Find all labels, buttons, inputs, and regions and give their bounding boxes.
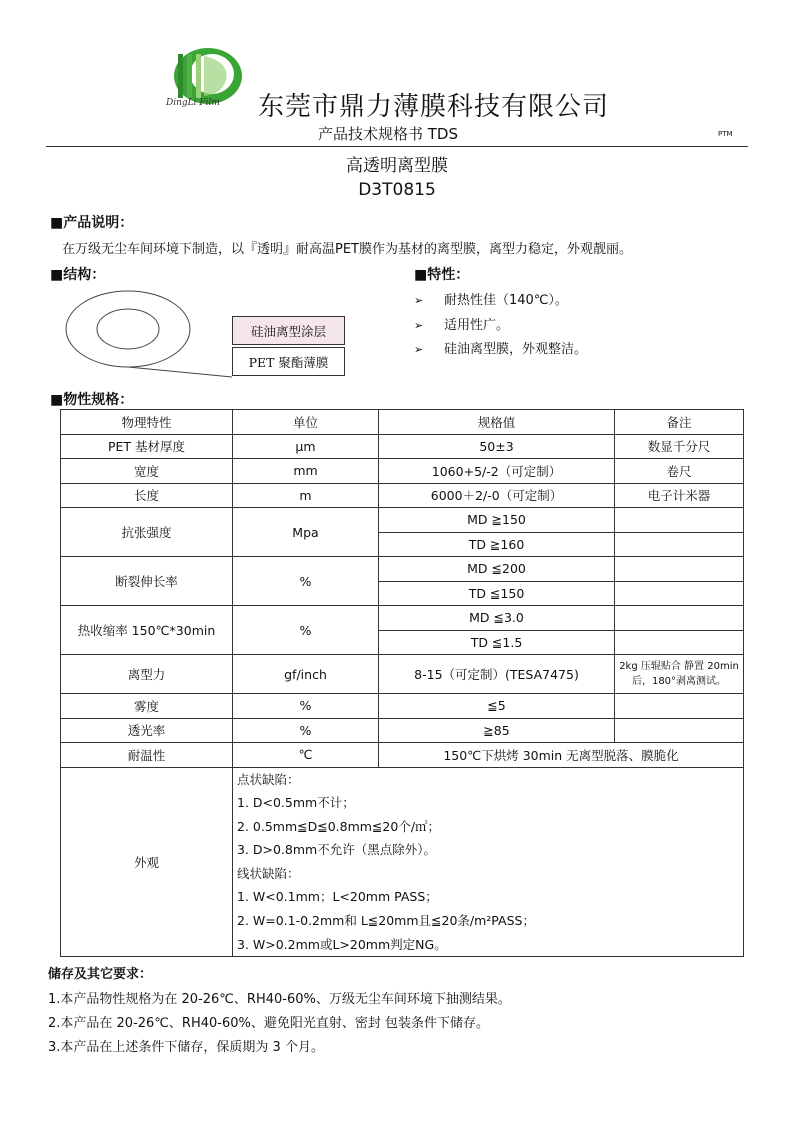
table-cell: ≦5 bbox=[379, 694, 615, 719]
table-cell: TD ≦150 bbox=[379, 581, 615, 606]
table-cell: 宽度 bbox=[61, 459, 233, 484]
company-name: 东莞市鼎力薄膜科技有限公司 bbox=[258, 92, 610, 122]
product-code: D3T0815 bbox=[358, 180, 436, 200]
defect-line: 3. W>0.2mm或L>20mm判定NG。 bbox=[237, 936, 447, 952]
table-row bbox=[61, 434, 744, 459]
table-row bbox=[61, 508, 744, 533]
table-row bbox=[61, 557, 744, 582]
table-cell: 8-15（可定制）(TESA7475) bbox=[379, 655, 615, 694]
defect-line: 点状缺陷： bbox=[237, 771, 300, 787]
table-cell: 长度 bbox=[61, 483, 233, 508]
description-text: 在万级无尘车间环境下制造，以『透明』耐高温PET膜作为基材的离型膜，离型力稳定，外观靓丽。 bbox=[62, 242, 632, 257]
defect-line: 线状缺陷： bbox=[237, 865, 300, 881]
table-cell: 电子计米器 bbox=[615, 483, 744, 508]
table-cell: 透光率 bbox=[61, 718, 233, 743]
table-row bbox=[61, 483, 744, 508]
table-cell bbox=[615, 630, 744, 655]
defect-line: 3. D>0.8mm不允许（黑点除外）。 bbox=[237, 842, 436, 858]
table-cell: TD ≦1.5 bbox=[379, 630, 615, 655]
table-row bbox=[61, 743, 744, 768]
table-cell bbox=[615, 581, 744, 606]
feature-item: ➢ 硅油离型膜，外观整洁。 bbox=[414, 342, 588, 357]
defect-line: 2. W=0.1-0.2mm和 L≦20mm且≦20条/m²PASS； bbox=[237, 913, 535, 929]
header-divider bbox=[46, 146, 748, 147]
table-cell: ≧85 bbox=[379, 718, 615, 743]
storage-heading: 储存及其它要求： bbox=[48, 967, 153, 982]
table-row bbox=[61, 459, 744, 484]
table-cell: 热收缩率 150℃*30min bbox=[61, 606, 233, 655]
table-cell: gf/inch bbox=[233, 655, 379, 694]
table-row bbox=[61, 694, 744, 719]
storage-note: 3.本产品在上述条件下储存，保质期为 3 个月。 bbox=[48, 1040, 324, 1055]
table-cell: MD ≦3.0 bbox=[379, 606, 615, 631]
product-name: 高透明离型膜 bbox=[346, 156, 448, 176]
table-row bbox=[61, 767, 744, 957]
table-cell: 1060+5/-2（可定制） bbox=[379, 459, 615, 484]
table-cell: TD ≧160 bbox=[379, 532, 615, 557]
table-cell: mm bbox=[233, 459, 379, 484]
defect-line: 2. 0.5mm≦D≦0.8mm≦20个/㎡； bbox=[237, 818, 441, 834]
document-subtitle: 产品技术规格书 TDS bbox=[318, 125, 459, 143]
table-cell: % bbox=[233, 694, 379, 719]
defect-line: 1. D<0.5mm不计； bbox=[237, 795, 355, 811]
table-header: 单位 bbox=[233, 410, 379, 435]
table-header-row bbox=[61, 410, 744, 435]
table-cell: 外观 bbox=[61, 767, 233, 957]
table-cell: 断裂伸长率 bbox=[61, 557, 233, 606]
table-cell bbox=[615, 508, 744, 533]
table-cell: μm bbox=[233, 434, 379, 459]
structure-heading: ■结构： bbox=[50, 267, 106, 283]
table-header: 备注 bbox=[615, 410, 744, 435]
spec-table bbox=[60, 409, 744, 957]
table-cell: % bbox=[233, 718, 379, 743]
table-cell: % bbox=[233, 557, 379, 606]
table-cell bbox=[615, 718, 744, 743]
table-cell: MD ≦200 bbox=[379, 557, 615, 582]
table-cell: 数显千分尺 bbox=[615, 434, 744, 459]
ptm-mark: PTM bbox=[718, 130, 733, 138]
layer-release-coating: 硅油离型涂层 bbox=[232, 316, 345, 345]
feature-item: ➢ 适用性广。 bbox=[414, 318, 510, 333]
film-roll-diagram bbox=[60, 285, 240, 385]
table-header: 规格值 bbox=[379, 410, 615, 435]
table-cell: Mpa bbox=[233, 508, 379, 557]
table-cell: 卷尺 bbox=[615, 459, 744, 484]
features-heading: ■特性： bbox=[414, 267, 470, 283]
specs-heading: ■物性规格： bbox=[50, 392, 134, 408]
appearance-defects bbox=[233, 767, 744, 957]
table-row bbox=[61, 606, 744, 631]
table-cell: PET 基材厚度 bbox=[61, 434, 233, 459]
description-heading: ■产品说明： bbox=[50, 215, 134, 231]
table-cell: 50±3 bbox=[379, 434, 615, 459]
table-cell bbox=[615, 532, 744, 557]
logo-text: DingLi Film bbox=[166, 98, 220, 108]
table-cell: m bbox=[233, 483, 379, 508]
table-cell: 雾度 bbox=[61, 694, 233, 719]
arrow-bullet-icon: ➢ bbox=[414, 294, 424, 307]
table-cell bbox=[615, 557, 744, 582]
layer-pet-film: PET 聚酯薄膜 bbox=[232, 347, 345, 376]
table-cell: MD ≧150 bbox=[379, 508, 615, 533]
table-cell: 2kg 压辊贴合 静置 20min 后，180°剥离测试。 bbox=[615, 655, 744, 694]
table-cell: 抗张强度 bbox=[61, 508, 233, 557]
table-cell bbox=[615, 606, 744, 631]
storage-note: 1.本产品物性规格为在 20-26℃、RH40-60%、万级无尘车间环境下抽测结果。 bbox=[48, 992, 511, 1007]
feature-item: ➢ 耐热性佳（140℃）。 bbox=[414, 293, 568, 308]
table-cell: 耐温性 bbox=[61, 743, 233, 768]
table-cell bbox=[615, 694, 744, 719]
table-cell: % bbox=[233, 606, 379, 655]
dingli-logo-icon bbox=[168, 40, 248, 120]
storage-note: 2.本产品在 20-26℃、RH40-60%、避免阳光直射、密封 包装条件下储存。 bbox=[48, 1016, 489, 1031]
table-cell: ℃ bbox=[233, 743, 379, 768]
table-row bbox=[61, 655, 744, 694]
table-row bbox=[61, 718, 744, 743]
defect-line: 1. W<0.1mm；L<20mm PASS； bbox=[237, 889, 438, 905]
table-cell: 离型力 bbox=[61, 655, 233, 694]
arrow-bullet-icon: ➢ bbox=[414, 343, 424, 356]
table-cell: 6000＋2/-0（可定制） bbox=[379, 483, 615, 508]
table-header: 物理特性 bbox=[61, 410, 233, 435]
arrow-bullet-icon: ➢ bbox=[414, 319, 424, 332]
table-cell: 150℃下烘烤 30min 无离型脱落、膜脆化 bbox=[379, 743, 744, 768]
